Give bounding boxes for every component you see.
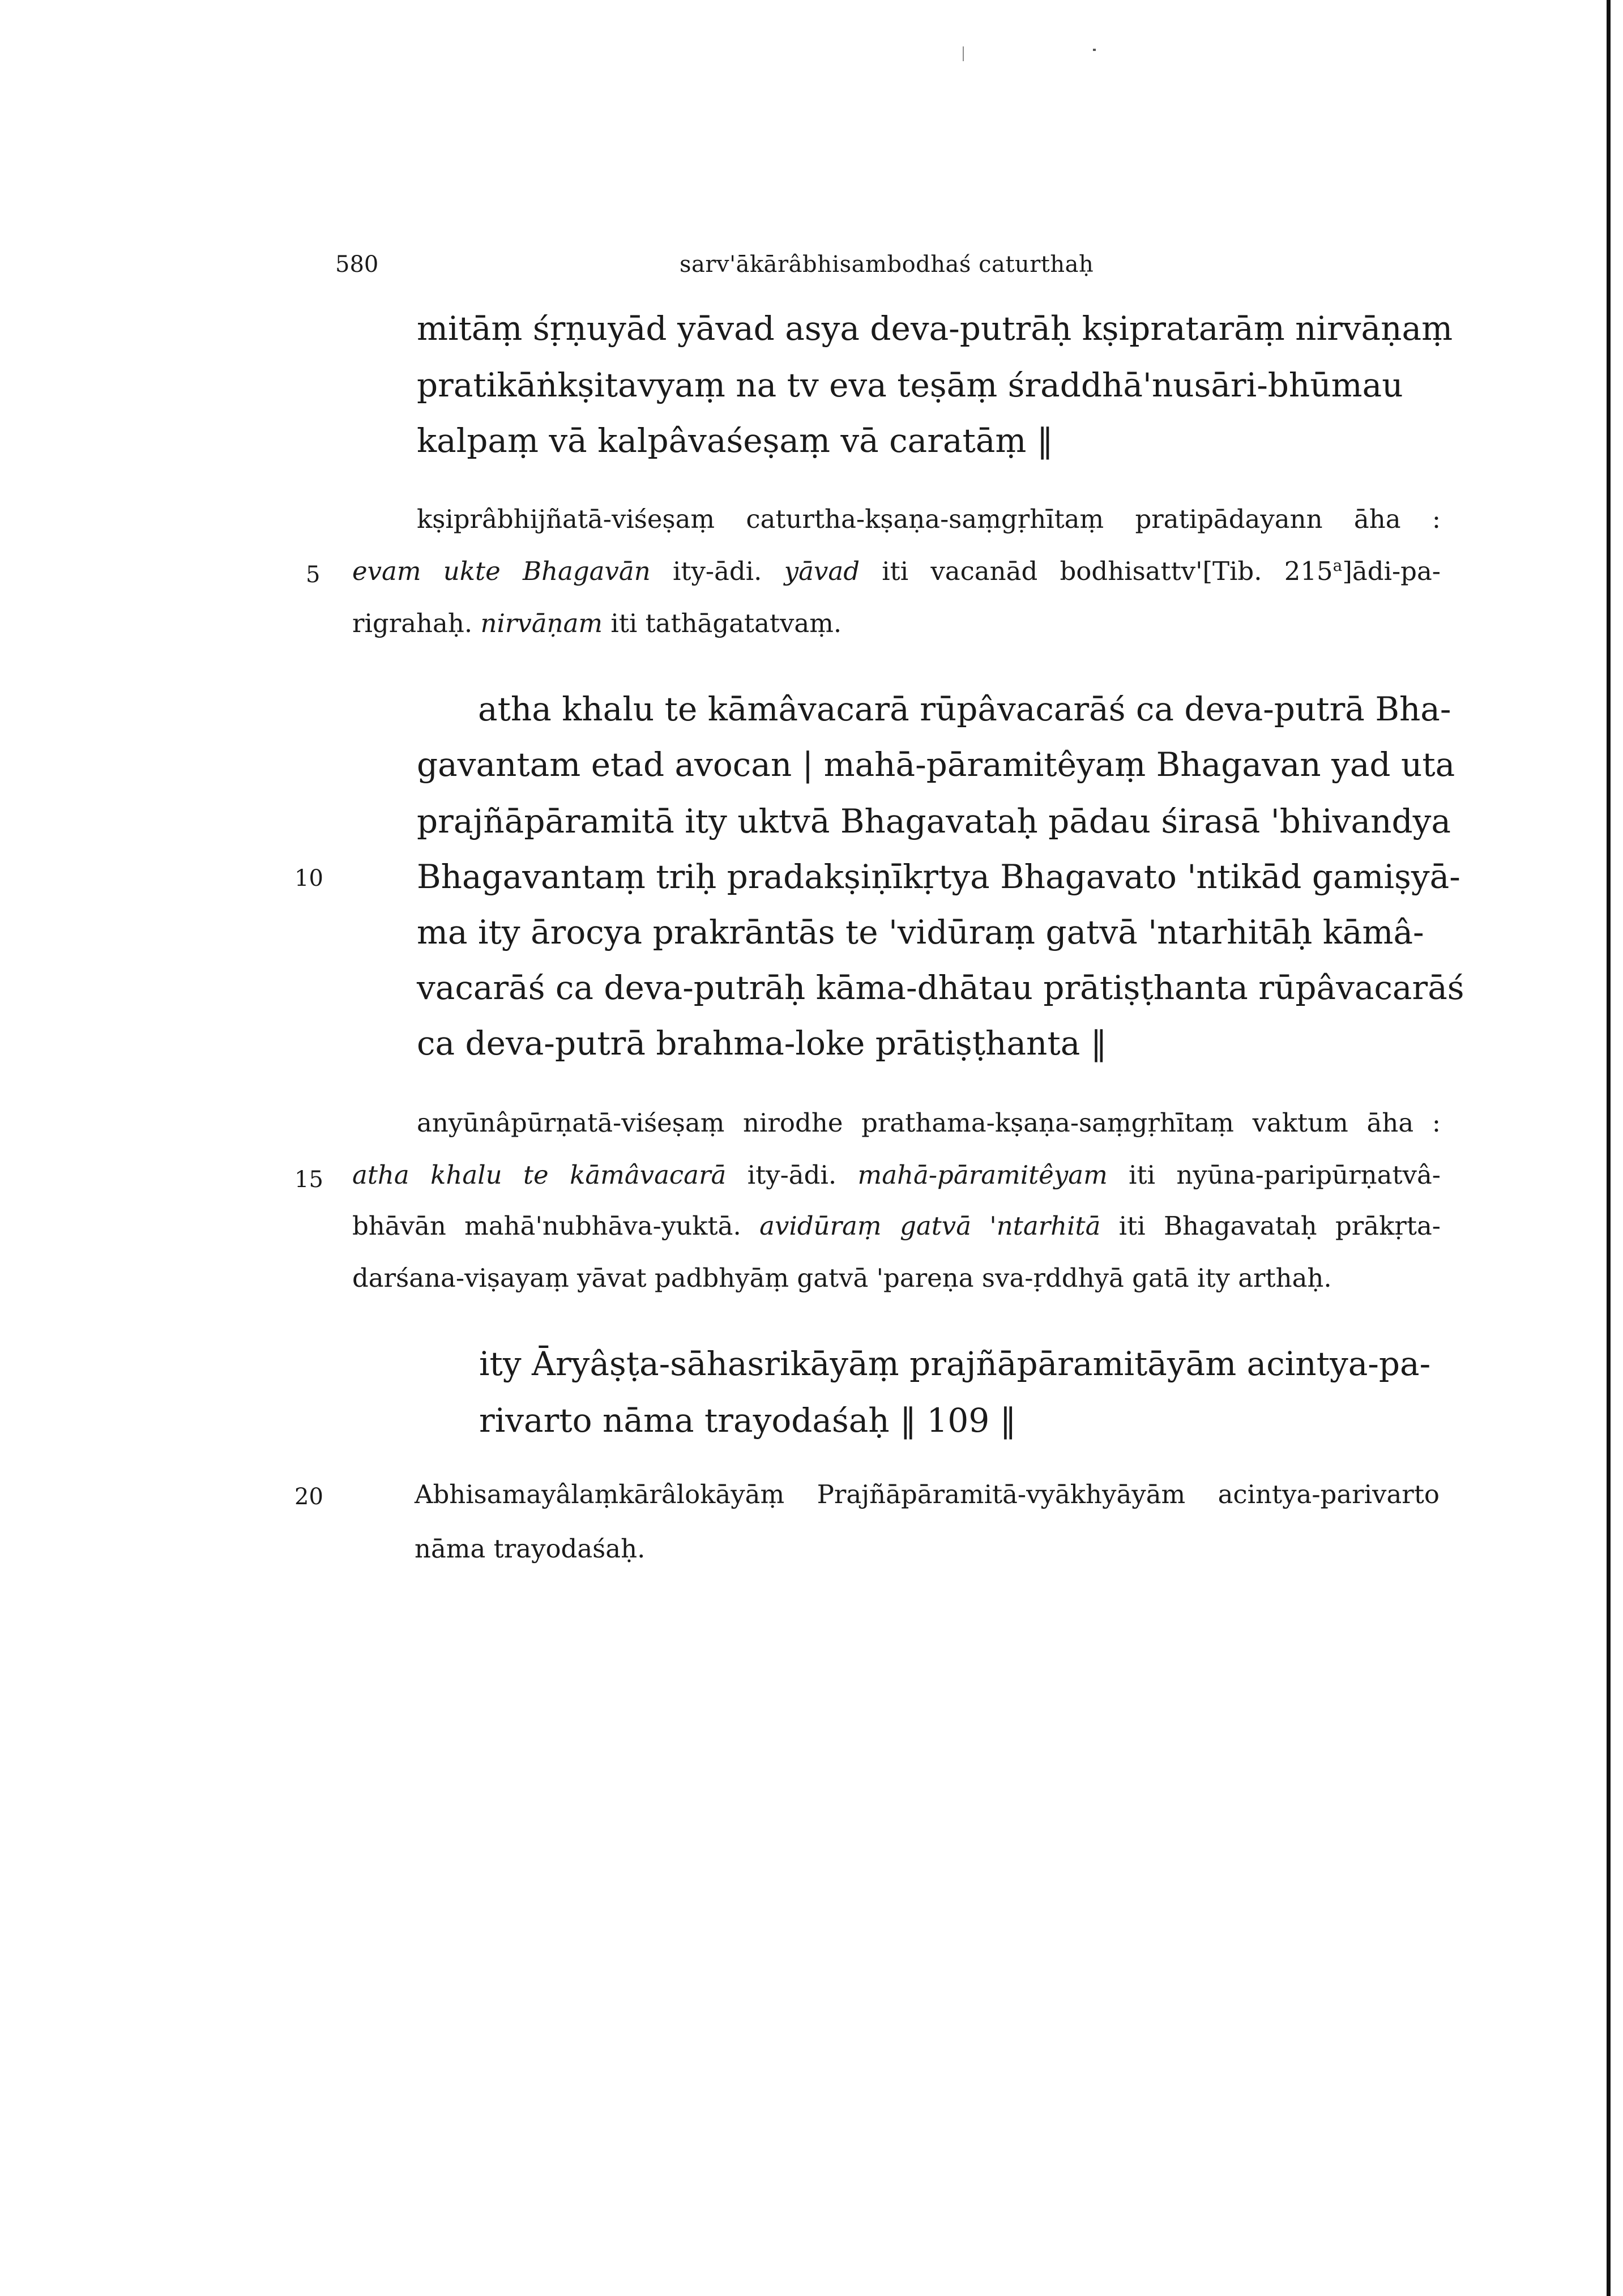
superscript: a xyxy=(1332,556,1343,575)
text-line: mitāṃ śṛṇuyād yāvad asya deva-putrāḥ kṣipratarāṃ nirvāṇaṃ xyxy=(417,309,1453,348)
commentary-line: bhāvān mahā'nubhāva-yuktā. avidūraṃ gatvā 'ntarhitā iti Bhagavataḥ prākṛta- xyxy=(352,1211,1441,1241)
colophon-line: ity Āryâṣṭa-sāhasrikāyāṃ prajñāpāramitāyām acintya-pa- xyxy=(479,1345,1431,1383)
text-line: gavantam etad avocan | mahā-pāramitêyaṃ Bhagavan yad uta xyxy=(417,745,1455,784)
commentary-line: evam ukte Bhagavān ity-ādi. yāvad iti vacanād bodhisattv'[Tib. 215$^a$]ādi-pa- xyxy=(352,556,1441,586)
final-line: Abhisamayâlaṃkārâlokāyāṃ Prajñāpāramitā-vyākhyāyām acintya-parivarto xyxy=(415,1479,1440,1509)
scan-speck xyxy=(1093,49,1096,51)
page-edge xyxy=(1607,0,1611,2296)
page-number: 580 xyxy=(335,251,379,278)
text-line: pratikāṅkṣitavyaṃ na tv eva teṣāṃ śraddhā'nusāri-bhūmau xyxy=(417,366,1403,404)
line-number: 10 xyxy=(294,865,323,891)
commentary-line: atha khalu te kāmâvacarā ity-ādi. mahā-pāramitêyam iti nyūna-paripūrṇatvâ- xyxy=(352,1160,1441,1190)
lemma: nirvāṇam xyxy=(480,608,603,638)
text-line: ma ity ārocya prakrāntās te 'vidūraṃ gatvā 'ntarhitāḥ kāmâ- xyxy=(417,913,1424,951)
line-number: 5 xyxy=(306,562,321,588)
line-number: 15 xyxy=(294,1167,323,1193)
text-line: Bhagavantaṃ triḥ pradakṣiṇīkṛtya Bhagavato 'ntikād gamiṣyā- xyxy=(417,857,1460,896)
lemma: mahā-pāramitêyam xyxy=(857,1160,1108,1190)
scan-speck xyxy=(963,46,964,61)
text-line: ca deva-putrā brahma-loke prātiṣṭhanta ‖ xyxy=(417,1024,1107,1062)
lemma: yāvad xyxy=(784,556,860,586)
text-line: prajñāpāramitā ity uktvā Bhagavataḥ pādau śirasā 'bhivandya xyxy=(417,802,1451,840)
commentary-line: darśana-viṣayaṃ yāvat padbhyāṃ gatvā 'pareṇa sva-ṛddhyā gatā ity arthaḥ. xyxy=(352,1263,1332,1293)
colophon-line: rivarto nāma trayodaśaḥ ‖ 109 ‖ xyxy=(479,1401,1016,1440)
commentary-line: kṣiprâbhijñatā-viśeṣaṃ caturtha-kṣaṇa-saṃgṛhītaṃ pratipādayann āha : xyxy=(417,504,1441,534)
page-header xyxy=(0,251,1623,291)
commentary-line: rigrahaḥ. nirvāṇam iti tathāgatatvaṃ. xyxy=(352,608,842,638)
text-line: atha khalu te kāmâvacarā rūpâvacarāś ca deva-putrā Bha- xyxy=(478,690,1451,728)
text-line: vacarāś ca deva-putrāḥ kāma-dhātau prātiṣṭhanta rūpâvacarāś xyxy=(417,968,1464,1007)
text-line: kalpaṃ vā kalpâvaśeṣaṃ vā caratāṃ ‖ xyxy=(417,421,1053,460)
lemma: avidūraṃ gatvā 'ntarhitā xyxy=(759,1211,1101,1241)
running-title: sarv'ākārâbhisambodhaś caturthaḥ xyxy=(680,251,1094,278)
line-number: 20 xyxy=(294,1484,323,1510)
lemma: evam ukte Bhagavān xyxy=(352,556,651,586)
final-line: nāma trayodaśaḥ. xyxy=(415,1534,646,1564)
commentary-line: anyūnâpūrṇatā-viśeṣaṃ nirodhe prathama-kṣaṇa-saṃgṛhītaṃ vaktum āha : xyxy=(417,1108,1441,1138)
lemma: atha khalu te kāmâvacarā xyxy=(352,1160,727,1190)
